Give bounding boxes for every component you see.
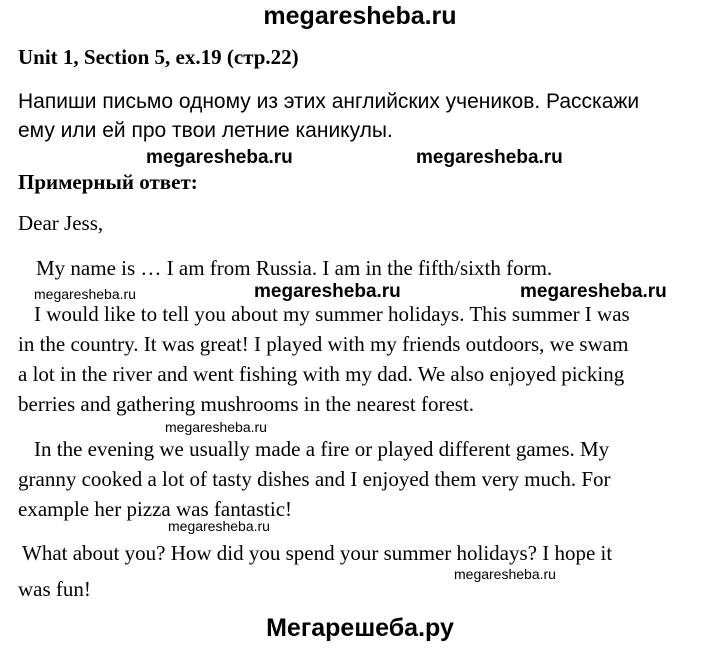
site-header: megaresheba.ru [263, 2, 457, 30]
watermark: megaresheba.ru [146, 147, 293, 168]
letter-greeting: Dear Jess, [18, 211, 104, 235]
letter-line: What about you? How did you spend your summer holidays? I hope it [22, 541, 613, 565]
site-footer: Мегарешеба.ру [266, 614, 454, 642]
letter-line: My name is … I am from Russia. I am in the fifth/sixth form. [36, 256, 553, 280]
exercise-title: Unit 1, Section 5, ex.19 (стр.22) [18, 45, 299, 69]
answer-label: Примерный ответ: [18, 170, 198, 194]
letter-line: I would like to tell you about my summer holidays. This summer I was [34, 302, 630, 326]
watermark: megaresheba.ru [454, 566, 556, 582]
task-line-1: Напиши письмо одному из этих английских учеников. Расскажи [18, 90, 640, 113]
letter-line: example her pizza was fantastic! [18, 497, 293, 521]
letter-line: berries and gathering mushrooms in the nearest forest. [18, 392, 475, 416]
task-line-2: ему или ей про твои летние каникулы. [18, 119, 393, 142]
letter-line: was fun! [18, 577, 91, 601]
watermark: megaresheba.ru [165, 419, 267, 435]
letter-line: a lot in the river and went fishing with my dad. We also enjoyed picking [18, 362, 625, 386]
letter-line: in the country. It was great! I played with my friends outdoors, we swam [18, 332, 629, 356]
watermark: megaresheba.ru [520, 281, 667, 302]
watermark: megaresheba.ru [34, 286, 136, 302]
letter-line: granny cooked a lot of tasty dishes and I enjoyed them very much. For [18, 467, 611, 491]
watermark: megaresheba.ru [416, 147, 563, 168]
watermark: megaresheba.ru [168, 518, 270, 534]
watermark: megaresheba.ru [254, 281, 401, 302]
letter-line: In the evening we usually made a fire or played different games. My [34, 437, 610, 461]
